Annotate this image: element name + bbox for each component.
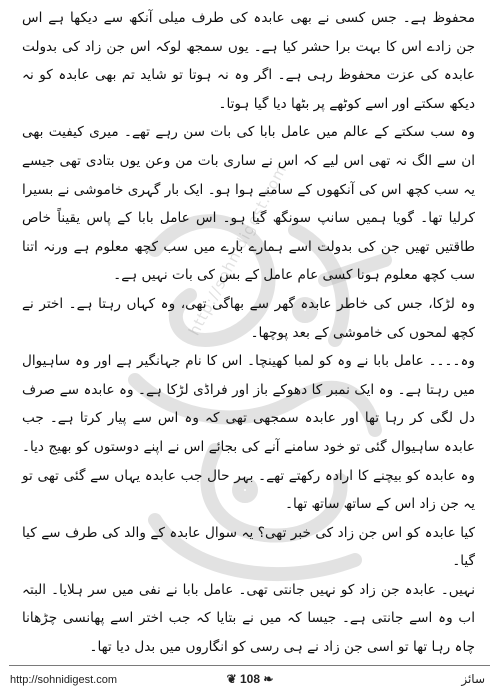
page-number: ❦ 108 ❧: [226, 672, 274, 686]
footer-site-link[interactable]: http://sohnidigest.com: [10, 674, 118, 686]
ornament-left-icon: ❦: [226, 672, 240, 686]
footer-divider: [9, 665, 490, 666]
paragraph: نہیں۔ عابدہ جن زاد کو نہیں جانتی تھی۔ عامل بابا نے نفی میں سر ہلایا۔ البتہ اب وہ اسے جانتی ہے۔ جیسا کہ میں نے بتایا کہ جب اختر اسے پھانسی چڑھانا چاہ رہا تھا تو اسی جن زاد نے ہی رسی کو انگاروں میں بدل دیا تھا۔: [22, 581, 475, 656]
paragraph: وہ سب سکتے کے عالم میں عامل بابا کی بات سن رہے تھے۔ میری کیفیت بھی ان سے الگ نہ تھی اس لیے کہ اس نے ساری بات من وعن یوں بتادی تھی جیسے یہ سب کچھ اس کی آنکھوں کے سامنے ہوا ہو۔ ایک بار گہری خاموشی نے بسیرا کرلیا تھا۔ گویا ہمیں سانپ سونگھ گیا ہو۔ اس عامل بابا کے پاس یقیناً خاص طاقتیں تھیں جن کی بدولت اسے ہمارے بارے میں سب کچھ معلوم ہے ورنہ اتنا سب کچھ معلوم ہونا کسی عام عامل کے بس کی بات نہیں ہے۔: [22, 124, 475, 284]
paragraph: کیا عابدہ کو اس جن زاد کی خبر تھی؟ یہ سوال عابدہ کے والد کی طرف سے کیا گیا۔: [22, 524, 475, 570]
paragraph: وہ لڑکا، جس کی خاطر عابدہ گھر سے بھاگی تھی، وہ کہاں رہتا ہے۔ اختر نے کچھ لمحوں کی خاموشی کے بعد پوچھا۔: [22, 295, 475, 341]
page-footer: [0, 670, 499, 692]
article-body: [22, 4, 475, 662]
paragraph: وہ۔۔۔۔ عامل بابا نے وہ کو لمبا کھینچا۔ اس کا نام جہانگیر ہے اور وہ ساہیوال میں رہتا ہے۔ وہ ایک نمبر کا دھوکے باز اور فراڈی لڑکا ہے۔ وہ عابدہ سے صرف دل لگی کر رہا تھا اور عابدہ سمجھی تھی کہ وہ اس سے پیار کرتا ہے۔ جب عابدہ ساہیوال گئی تو خود سامنے آنے کی بجائے اس نے اپنے دوستوں کو بھیج دیا۔ وہ عابدہ کو بیچنے کا ارادہ رکھتے تھے۔ بہر حال جب عابدہ یہاں سے گئی تھی تو یہ جن زاد اس کے ساتھ ساتھ تھا۔: [22, 353, 475, 513]
ornament-right-icon: ❧: [260, 672, 274, 686]
watermark-url: http://sohnidigest.com: [185, 161, 291, 339]
paragraph: محفوظ ہے۔ جس کسی نے بھی عابدہ کی طرف میلی آنکھ سے دیکھا ہے اس جن زادے اس کا بہت برا حشر کیا ہے۔ یوں سمجھ لوکہ اس جن زاد کی بدولت عابدہ کی عزت محفوظ رہی ہے۔ اگر وہ نہ ہوتا تو شاید تم بھی عابدہ کو نہ دیکھ سکتے اور اسے کوٹھے پر بٹھا دیا گیا ہوتا۔: [22, 10, 475, 112]
story-title: سائز: [461, 672, 485, 686]
